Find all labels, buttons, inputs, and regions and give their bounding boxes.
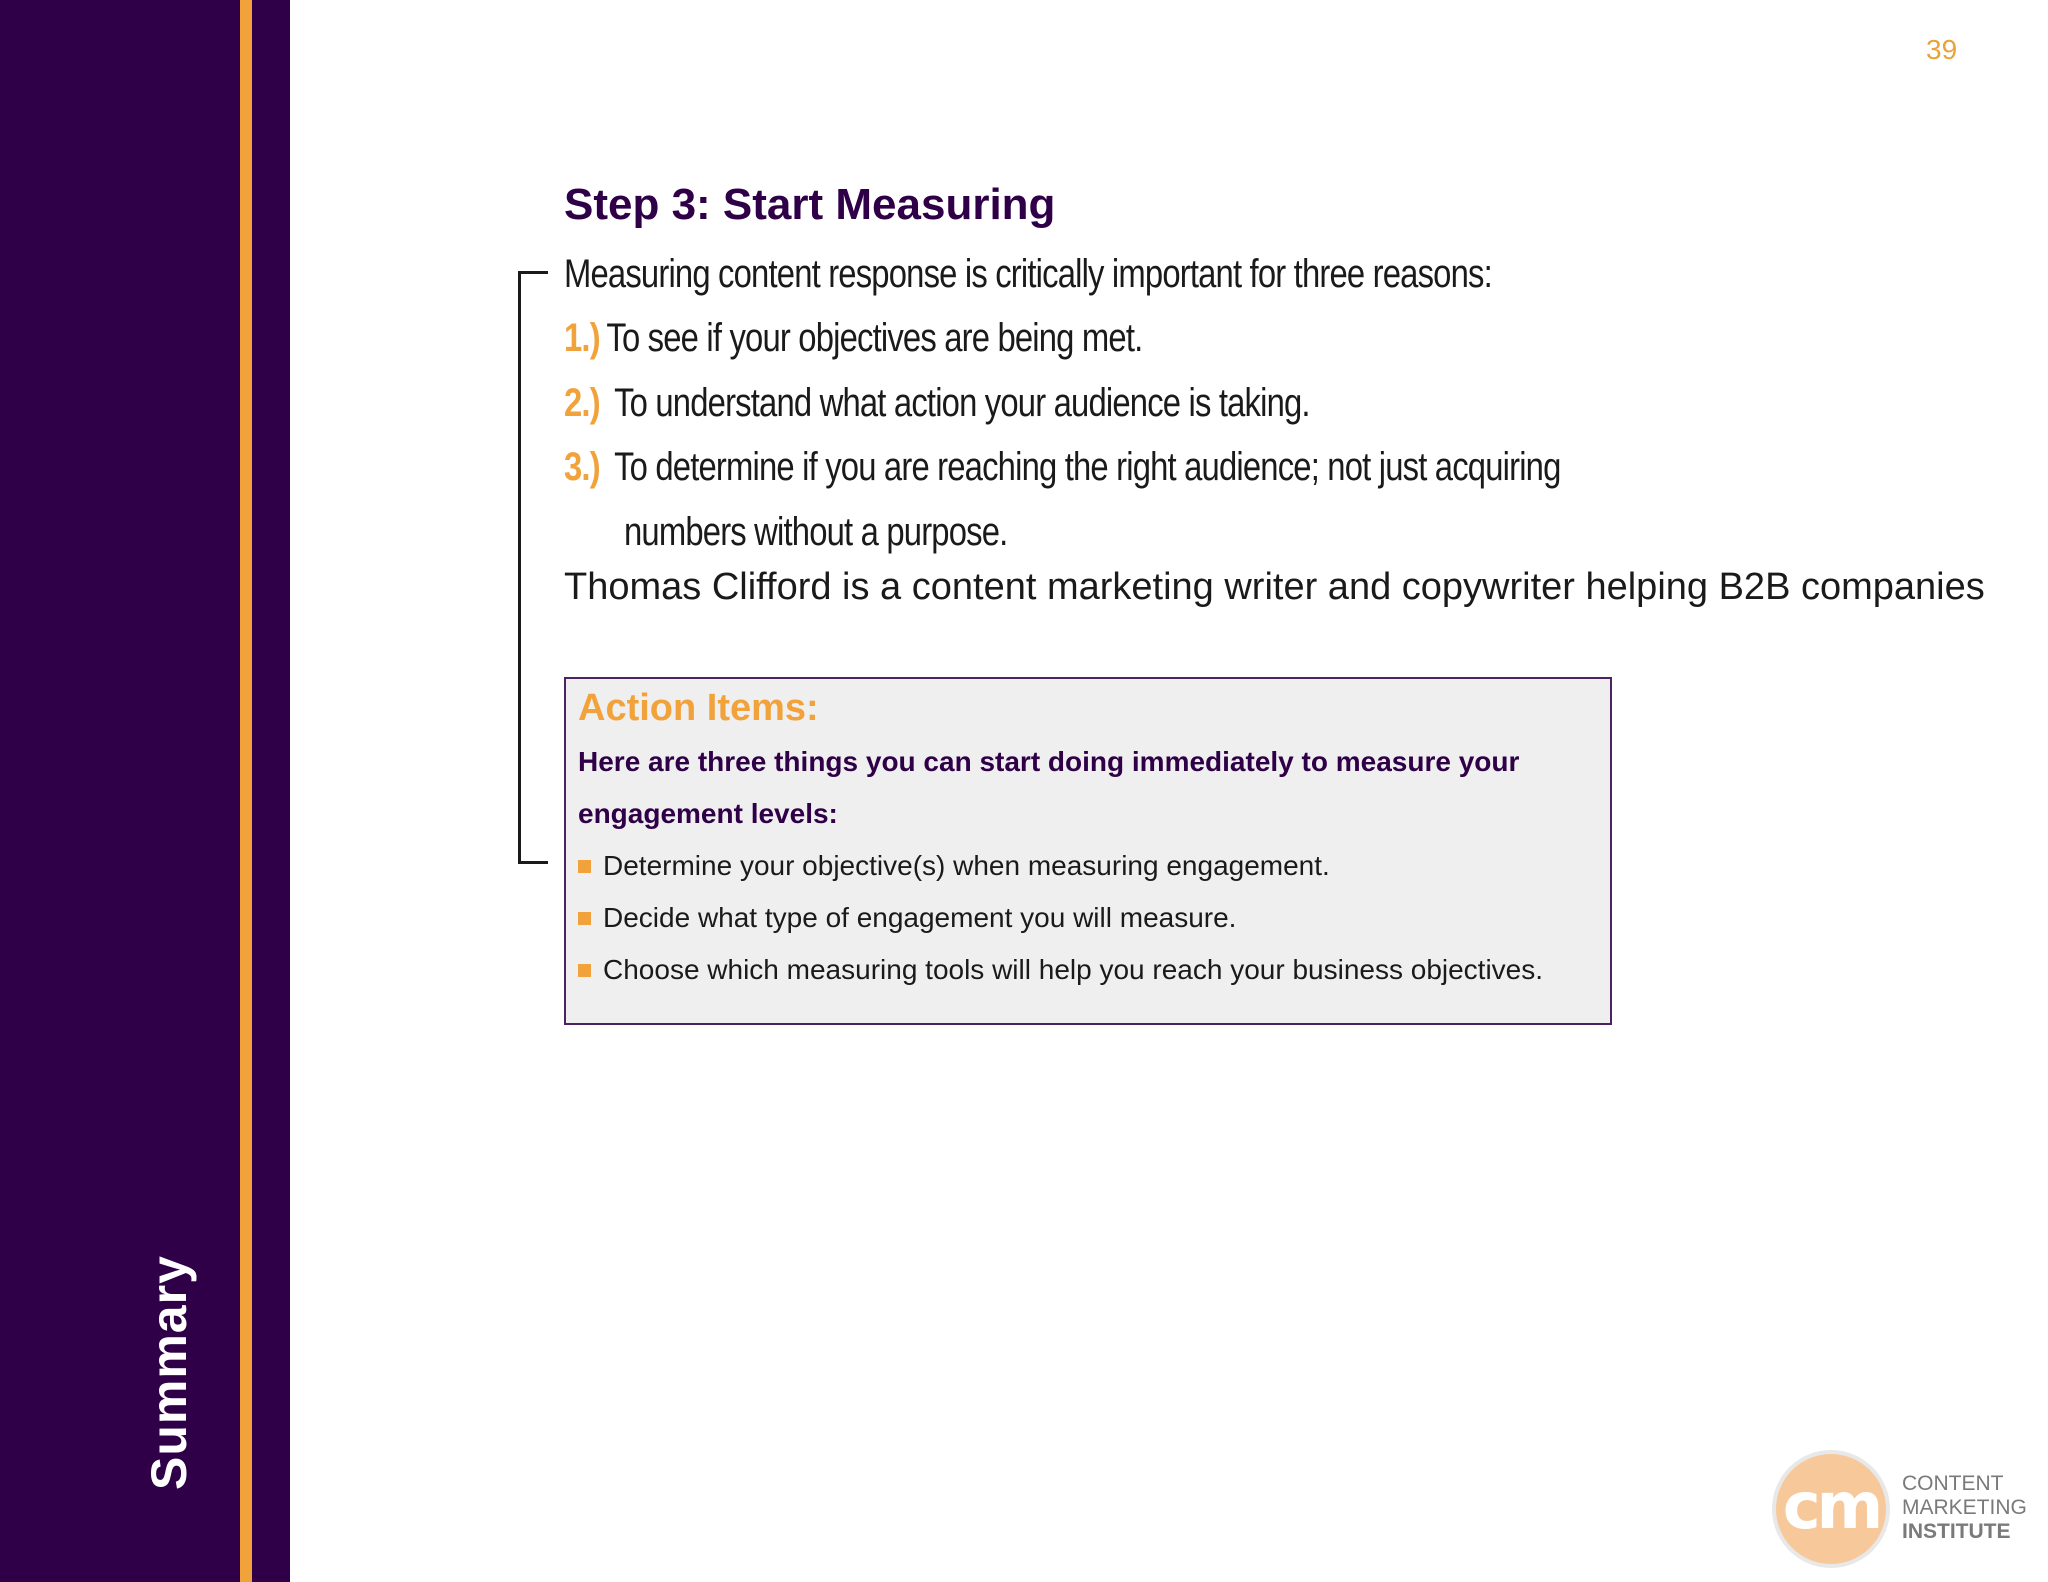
reason-text: To understand what action your audience is taking. xyxy=(614,381,1310,425)
action-items-list xyxy=(578,840,1598,996)
action-item-text: Decide what type of engagement you will measure. xyxy=(603,902,1237,933)
section-intro: Measuring content response is critically important for three reasons: xyxy=(564,252,1492,296)
reason-number: 2.) xyxy=(564,381,600,425)
square-bullet-icon xyxy=(578,860,591,873)
logo-wordmark xyxy=(1902,1472,2027,1544)
reason-item xyxy=(564,445,1561,490)
logo-line: MARKETING xyxy=(1902,1496,2027,1519)
action-item-text: Determine your objective(s) when measuring engagement. xyxy=(603,850,1330,881)
page-number: 39 xyxy=(1926,34,1958,65)
reason-item xyxy=(564,381,1310,426)
action-items-intro: Here are three things you can start doing immediately to measure your engagement levels: xyxy=(578,746,1520,829)
logo-mark: cm xyxy=(1782,1470,1880,1544)
square-bullet-icon xyxy=(578,964,591,977)
list-item xyxy=(578,840,1598,892)
sidebar-section-label: Summary xyxy=(141,1255,197,1490)
action-item-text: Choose which measuring tools will help you reach your business objectives. xyxy=(603,954,1544,985)
reason-item xyxy=(564,316,1142,361)
list-item xyxy=(578,892,1598,944)
connector-bracket xyxy=(518,271,548,864)
sidebar-accent-stripe xyxy=(240,0,252,1582)
square-bullet-icon xyxy=(578,912,591,925)
action-items-title: Action Items: xyxy=(578,687,819,729)
cm-logo-icon xyxy=(1772,1450,1890,1568)
author-line: Thomas Clifford is a content marketing writer and copywriter helping B2B companies xyxy=(564,566,1985,608)
section-title: Step 3: Start Measuring xyxy=(564,180,1056,229)
logo-line: INSTITUTE xyxy=(1902,1520,2011,1543)
reason-number: 3.) xyxy=(564,445,600,489)
sidebar xyxy=(0,0,290,1582)
logo-line: CONTENT xyxy=(1902,1472,2004,1495)
reason-text: To see if your objectives are being met. xyxy=(606,316,1143,360)
reason-number: 1.) xyxy=(564,316,600,360)
reason-text: To determine if you are reaching the right audience; not just acquiring xyxy=(614,445,1561,489)
content-marketing-institute-logo xyxy=(1772,1450,2032,1570)
reason-text-continued: numbers without a purpose. xyxy=(624,510,1008,554)
action-items-box xyxy=(564,677,1612,1025)
list-item xyxy=(578,944,1598,996)
